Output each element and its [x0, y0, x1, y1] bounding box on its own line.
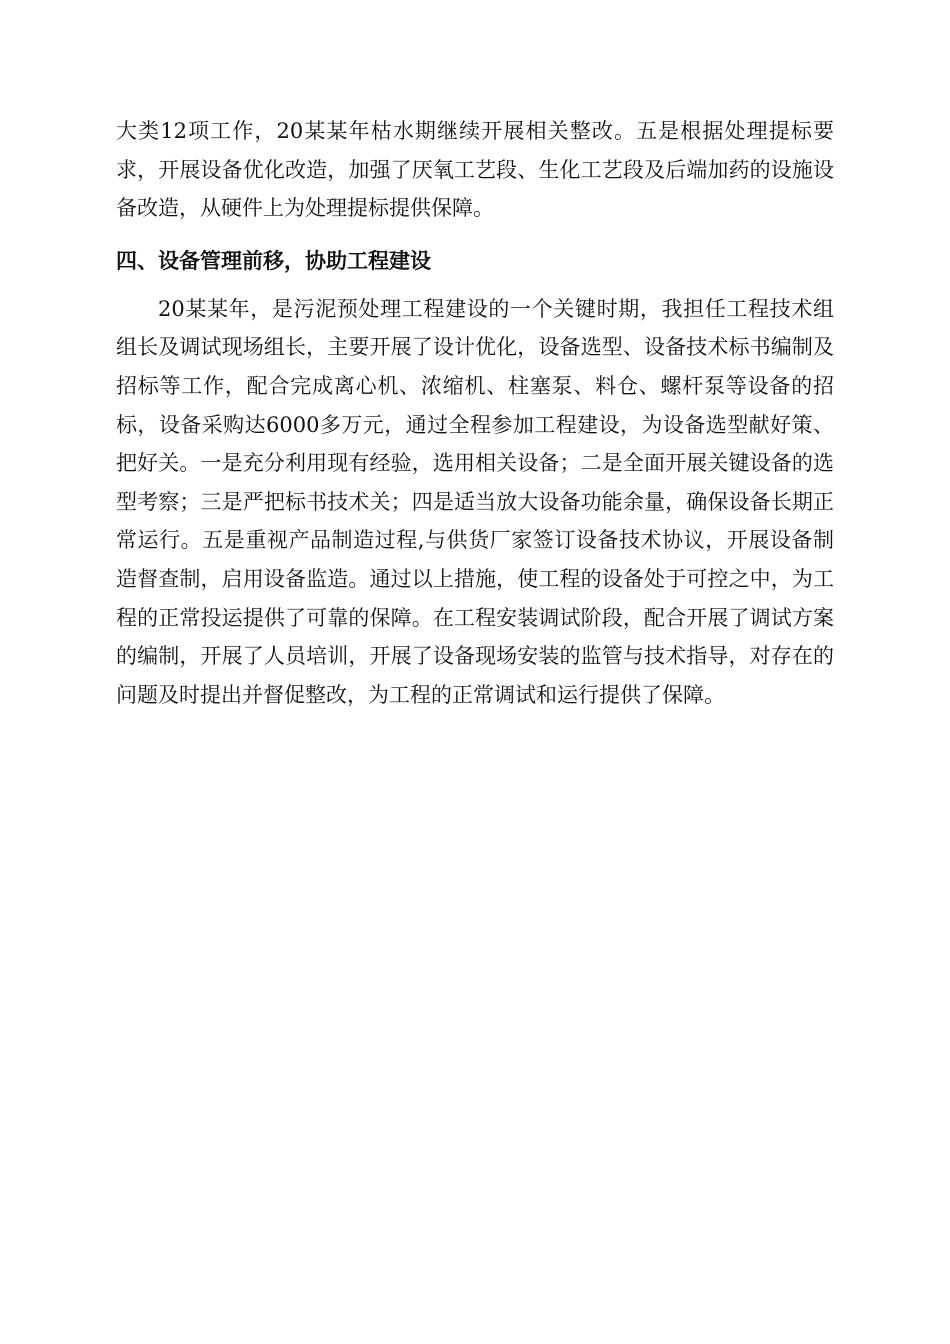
document-body	[116, 112, 834, 714]
section-heading: 四、设备管理前移，协助工程建设	[116, 248, 431, 273]
continuation-paragraph: 大类12项工作，20某某年枯水期继续开展相关整改。五是根据处理提标要求，开展设备优化改造，加强了厌氧工艺段、生化工艺段及后端加药的设施设备改造，从硬件上为处理提标提供保障。	[116, 119, 834, 221]
section-paragraph: 20某某年，是污泥预处理工程建设的一个关键时期，我担任工程技术组组长及调试现场组长，主要开展了设计优化，设备选型、设备技术标书编制及招标等工作，配合完成离心机、浓缩机、柱塞泵、料仓、螺杆泵等设备的招标，设备采购达6000多万元，通过全程参加工程建设，为设备选型献好策、把好关。一是充分利用现有经验，选用相关设备；二是全面开展关键设备的选型考察；三是严把标书技术关；四是适当放大设备功能余量，确保设备长期正常运行。五是重视产品制造过程,与供货厂家签订设备技术协议，开展设备制造督查制，启用设备监造。通过以上措施，使工程的设备处于可控之中，为工程的正常投运提供了可靠的保障。在工程安装调试阶段，配合开展了调试方案的编制，开展了人员培训，开展了设备现场安装的监管与技术指导，对存在的问题及时提出并督促整改，为工程的正常调试和运行提供了保障。	[116, 296, 834, 707]
